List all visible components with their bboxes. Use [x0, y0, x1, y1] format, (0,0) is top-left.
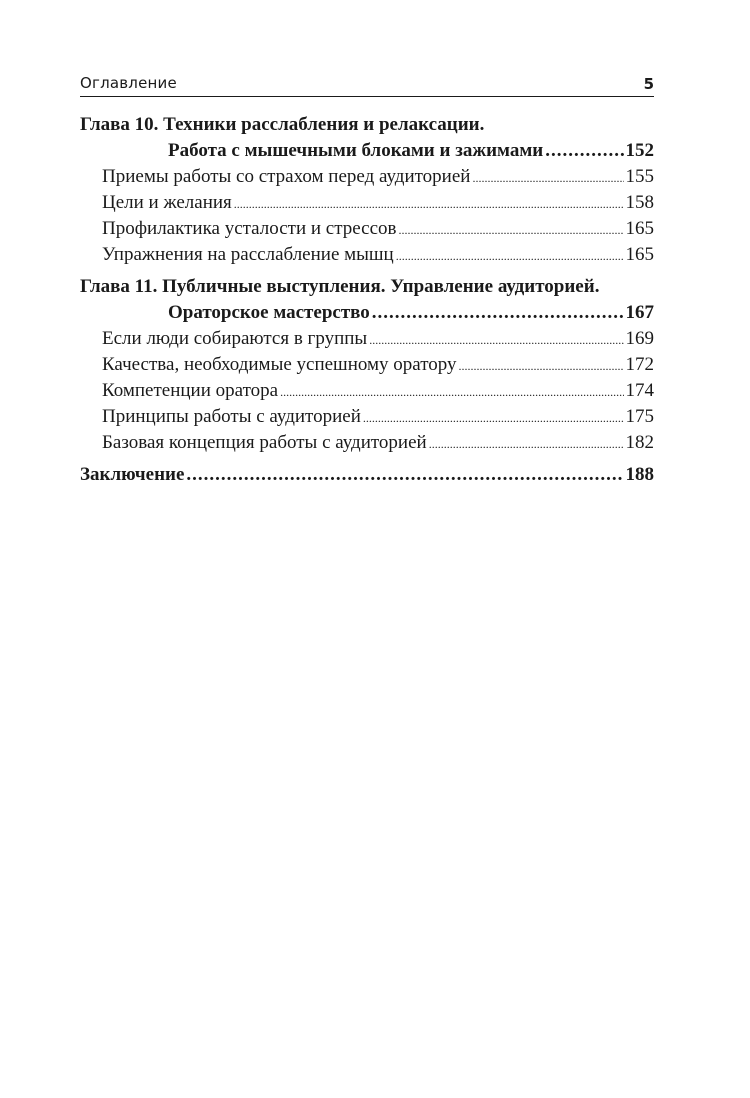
page-number: 5 [643, 75, 654, 93]
toc-entry-page: 165 [625, 244, 654, 265]
toc-entry[interactable] [80, 164, 654, 190]
toc-entry-page: 182 [625, 432, 654, 453]
toc-entry-title: Если люди собираются в группы [102, 328, 368, 349]
toc-entry[interactable] [80, 404, 654, 430]
chapter-10-title-line1: Глава 10. Техники расслабления и релаксации. [80, 114, 485, 135]
toc-entry[interactable] [80, 378, 654, 404]
toc-entry[interactable] [80, 326, 654, 352]
toc-entry[interactable] [80, 242, 654, 268]
toc-entry-title: Базовая концепция работы с аудиторией [102, 432, 427, 453]
toc-entry-page: 172 [625, 354, 654, 375]
running-title: Оглавление [80, 74, 177, 92]
chapter-11-page: 167 [625, 302, 654, 323]
dot-leader [363, 404, 624, 431]
dot-leader [234, 190, 624, 217]
dot-leader [372, 300, 624, 326]
toc-entry-title: Приемы работы со страхом перед аудиторией [102, 166, 471, 187]
toc-entry-title: Компетенции оратора [102, 380, 279, 401]
toc-entry-page: 174 [625, 380, 654, 401]
chapter-11-title-line1: Глава 11. Публичные выступления. Управление аудиторией. [80, 276, 600, 297]
dot-leader [545, 138, 623, 164]
chapter-11-heading-cont[interactable] [80, 300, 654, 326]
toc-entry-title: Принципы работы с аудиторией [102, 406, 361, 427]
chapter-10-heading-cont[interactable] [80, 138, 654, 164]
chapter-10-page: 152 [625, 140, 654, 161]
dot-leader [280, 378, 623, 405]
toc-entry-page: 155 [625, 166, 654, 187]
chapter-10-heading[interactable] [80, 112, 654, 138]
toc-entry[interactable] [80, 190, 654, 216]
running-header [80, 74, 654, 97]
chapter-10-title-line2: Работа с мышечными блоками и зажимами [168, 140, 544, 161]
conclusion-title: Заключение [80, 464, 185, 485]
conclusion-page: 188 [625, 464, 654, 485]
toc-entry[interactable] [80, 216, 654, 242]
toc-entry[interactable] [80, 430, 654, 456]
chapter-11-heading[interactable] [80, 274, 654, 300]
dot-leader [459, 352, 624, 379]
table-of-contents [80, 112, 654, 488]
conclusion-entry[interactable] [80, 462, 654, 488]
toc-entry-title: Упражнения на расслабление мышц [102, 244, 394, 265]
dot-leader [369, 326, 623, 353]
dot-leader [429, 430, 624, 457]
dot-leader [396, 242, 624, 269]
toc-entry-page: 165 [625, 218, 654, 239]
dot-leader [399, 216, 624, 243]
toc-entry-page: 158 [625, 192, 654, 213]
chapter-11-title-line2: Ораторское мастерство [168, 302, 370, 323]
toc-entry-title: Профилактика усталости и стрессов [102, 218, 397, 239]
toc-entry[interactable] [80, 352, 654, 378]
toc-entry-title: Качества, необходимые успешному оратору [102, 354, 457, 375]
dot-leader [186, 462, 623, 488]
toc-entry-page: 175 [625, 406, 654, 427]
toc-entry-page: 169 [625, 328, 654, 349]
toc-entry-title: Цели и желания [102, 192, 232, 213]
dot-leader [472, 164, 623, 191]
